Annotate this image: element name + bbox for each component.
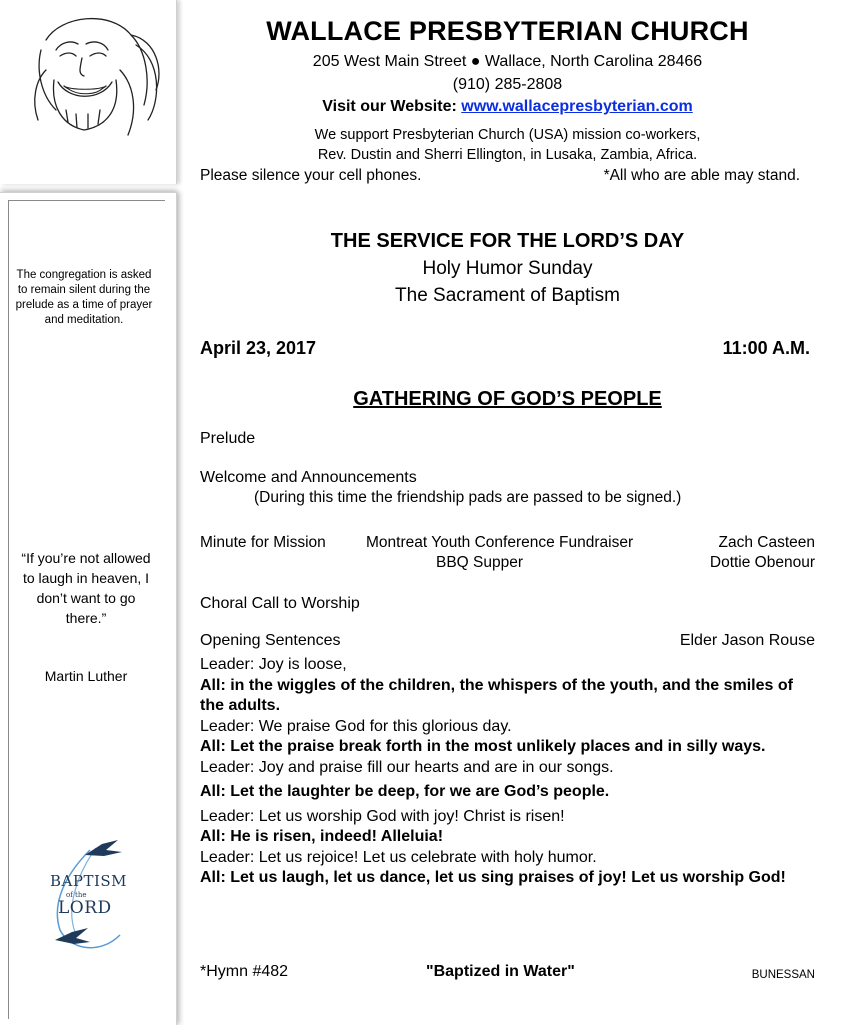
- service-date: April 23, 2017: [200, 338, 317, 358]
- notes-row: [200, 166, 800, 185]
- litany-line-1: Leader: Joy is loose,: [200, 656, 347, 673]
- mission-line-1: We support Presbyterian Church (USA) mission co-workers,: [314, 127, 701, 143]
- litany-line-4: All: Let the praise break forth in the most unlikely places and in silly ways.: [200, 738, 766, 755]
- opening-sentences: Opening Sentences: [200, 632, 341, 649]
- service-subtitle-1: Holy Humor Sunday: [422, 258, 593, 279]
- dove-icon: [30, 830, 150, 960]
- date-time-row: [200, 338, 810, 359]
- litany-line-7: Leader: Let us worship God with joy! Christ is risen!: [200, 807, 565, 825]
- service-subtitle-2: The Sacrament of Baptism: [395, 285, 620, 306]
- litany-line-2: All: in the wiggles of the children, the whispers of the youth, and the smiles of the adults.: [200, 676, 793, 714]
- service-time: 11:00 A.M.: [722, 338, 810, 358]
- litany-line-8: All: He is risen, indeed! Alleluia!: [200, 828, 444, 845]
- hymn-row: [200, 962, 815, 982]
- church-address: 205 West Main Street ● Wallace, North Carolina 28466: [312, 53, 703, 70]
- logo-word-lord: LORD: [58, 898, 112, 918]
- mission-line-2: Rev. Dustin and Sherri Ellington, in Lusaka, Zambia, Africa.: [317, 147, 698, 163]
- website-line: [200, 97, 815, 117]
- church-name: WALLACE PRESBYTERIAN CHURCH: [266, 16, 749, 46]
- service-title: THE SERVICE FOR THE LORD’S DAY: [330, 230, 685, 252]
- laughing-jesus-illustration: [16, 10, 166, 150]
- welcome-item: Welcome and Announcements: [200, 469, 417, 486]
- hymn-label: *Hymn #482: [200, 963, 289, 980]
- litany-line-9: Leader: Let us rejoice! Let us celebrate with holy humor.: [200, 848, 597, 866]
- church-phone: (910) 285-2808: [452, 76, 563, 93]
- mission-item-2: BBQ Supper: [436, 554, 524, 571]
- hymn-title: "Baptized in Water": [426, 963, 575, 980]
- opening-row: [200, 631, 815, 651]
- hymn-tune: BUNESSAN: [751, 969, 815, 981]
- litany-list: [200, 655, 810, 889]
- website-link[interactable]: www.wallacepresbyterian.com: [461, 98, 693, 115]
- baptism-logo: [30, 830, 150, 960]
- mission-row-1: [200, 533, 815, 553]
- welcome-note: (During this time the friendship pads are passed to be signed.): [254, 489, 682, 506]
- prelude-item: Prelude: [200, 430, 256, 447]
- mission-item-1: Montreat Youth Conference Fundraiser: [366, 534, 634, 551]
- litany-line-6: All: Let the laughter be deep, for we are God’s people.: [200, 783, 610, 800]
- mission-person-1: Zach Casteen: [718, 534, 815, 551]
- litany-line-3: Leader: We praise God for this glorious day.: [200, 717, 512, 735]
- silence-note: Please silence your cell phones.: [200, 167, 422, 184]
- prelude-note: The congregation is asked to remain silent during the prelude as a time of prayer and meditation.: [15, 269, 153, 326]
- choral-call-item: Choral Call to Worship: [200, 595, 360, 612]
- litany-line-10: All: Let us laugh, let us dance, let us sing praises of joy! Let us worship God!: [200, 869, 786, 886]
- sidebar-image-panel: [0, 0, 177, 184]
- mission-label: Minute for Mission: [200, 534, 326, 551]
- litany-line-5: Leader: Joy and praise fill our hearts and are in our songs.: [200, 758, 614, 776]
- website-label: Visit our Website:: [322, 98, 457, 115]
- stand-note: *All who are able may stand.: [603, 167, 800, 184]
- humor-quote: “If you’re not allowed to laugh in heaven, I don’t want to go there.”: [21, 550, 151, 626]
- logo-word-baptism: BAPTISM: [50, 872, 128, 890]
- mission-person-2: Dottie Obenour: [709, 554, 815, 571]
- logo-word-of-the: of the: [66, 891, 87, 899]
- opening-leader: Elder Jason Rouse: [679, 632, 815, 649]
- section-heading: GATHERING OF GOD’S PEOPLE: [353, 388, 662, 410]
- quote-author: Martin Luther: [44, 668, 128, 684]
